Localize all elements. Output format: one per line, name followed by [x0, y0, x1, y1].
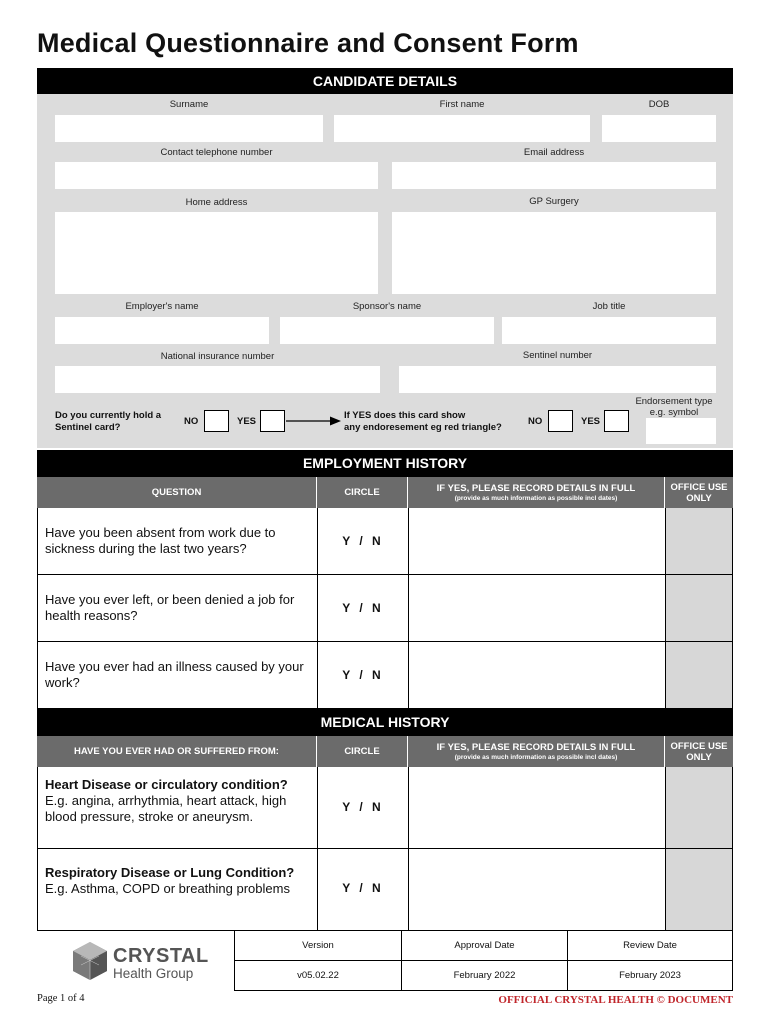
employment-col-office [665, 477, 733, 508]
first-name-field[interactable] [334, 115, 590, 142]
page-number: Page 1 of 4 [37, 993, 85, 1004]
ni-number-input[interactable] [55, 366, 380, 393]
employment-col-question-label: QUESTION [151, 487, 202, 498]
medical-col-details [408, 736, 665, 767]
table-row [37, 849, 733, 930]
job-title-input[interactable] [502, 317, 716, 344]
version-label: Version [302, 940, 334, 951]
footer-bottom-border [234, 990, 733, 991]
surname-label: Surname [169, 99, 209, 110]
employment-col-circle-label: CIRCLE [344, 487, 380, 498]
sentinel-card-question-line2: Sentinel card? [55, 422, 121, 433]
ni-number-label: National insurance number [160, 351, 275, 362]
medical-details-field[interactable] [409, 850, 665, 929]
medical-history-header [37, 708, 733, 736]
email-input[interactable] [392, 162, 716, 189]
employment-col-office-line1: OFFICE USE [670, 481, 728, 493]
employer-input[interactable] [55, 317, 269, 344]
medical-col-circle [317, 736, 408, 767]
medical-question [45, 777, 310, 825]
approval-date-label: Approval Date [454, 940, 515, 951]
medical-col-office-line1: OFFICE USE [670, 740, 728, 752]
endorsement-no-label: NO [528, 416, 543, 427]
approval-date-value: February 2022 [453, 970, 516, 981]
email-field[interactable] [392, 162, 716, 189]
employment-details-field[interactable] [409, 576, 665, 640]
employment-col-details-sub: (provide as much information as possible incl dates) [454, 495, 618, 502]
endorsement-question [344, 410, 529, 434]
endorsement-type-label-line2: e.g. symbol [649, 407, 699, 418]
dob-label: DOB [648, 99, 670, 110]
employment-question: Have you been absent from work due to sickness during the last two years? [45, 525, 276, 556]
home-address-field[interactable] [55, 212, 378, 294]
medical-question-examples: E.g. angina, arrhythmia, heart attack, high blood pressure, stroke or aneurysm. [45, 793, 287, 824]
employment-table [37, 508, 733, 708]
sentinel-yes-checkbox[interactable] [260, 410, 285, 432]
employment-details-field[interactable] [409, 643, 665, 707]
endorsement-type-label [626, 396, 722, 418]
employment-question: Have you ever left, or been denied a job for health reasons? [45, 592, 295, 623]
dob-field[interactable] [602, 115, 716, 142]
medical-question [45, 865, 295, 897]
endorsement-question-line1: If YES does this card show [344, 410, 466, 421]
phone-input[interactable] [55, 162, 378, 189]
crystal-logo-tagline: Health Group [113, 966, 194, 981]
gp-surgery-input[interactable] [392, 212, 716, 294]
employment-col-details-label: IF YES, PLEASE RECORD DETAILS IN FULL [436, 483, 636, 494]
dob-input[interactable] [602, 115, 716, 142]
medical-question-examples: E.g. Asthma, COPD or breathing problems [45, 881, 290, 896]
sentinel-no-checkbox[interactable] [204, 410, 229, 432]
page-title: Medical Questionnaire and Consent Form [37, 28, 579, 58]
surname-input[interactable] [55, 115, 323, 142]
crystal-logo-name: CRYSTAL [113, 945, 209, 967]
medical-table [37, 767, 733, 930]
sponsor-label: Sponsor's name [352, 301, 422, 312]
medical-col-question-label: HAVE YOU EVER HAD OR SUFFERED FROM: [74, 746, 279, 757]
gp-surgery-field[interactable] [392, 212, 716, 294]
candidate-details-title: CANDIDATE DETAILS [312, 73, 458, 89]
medical-col-details-sub: (provide as much information as possible incl dates) [454, 754, 618, 761]
employment-yn-option[interactable]: Y / N [342, 668, 384, 682]
medical-yn-option[interactable]: Y / N [342, 881, 384, 895]
endorsement-type-label-line1: Endorsement type [635, 396, 713, 407]
table-row [37, 508, 733, 574]
medical-col-question [37, 736, 317, 767]
employment-history-title: EMPLOYMENT HISTORY [302, 455, 468, 471]
table-row [37, 767, 733, 848]
medical-question-heading: Respiratory Disease or Lung Condition? [45, 865, 295, 880]
job-title-label: Job title [592, 301, 626, 312]
ni-number-field[interactable] [55, 366, 380, 393]
footer-divider [732, 931, 733, 991]
home-address-label: Home address [185, 197, 248, 208]
employment-question: Have you ever had an illness caused by your work? [45, 659, 304, 690]
sentinel-number-label: Sentinel number [522, 350, 593, 361]
employment-history-header [37, 450, 733, 477]
crystal-logo-icon [71, 941, 109, 981]
table-row [37, 575, 733, 641]
official-document-mark: OFFICIAL CRYSTAL HEALTH © DOCUMENT [498, 994, 733, 1006]
phone-field[interactable] [55, 162, 378, 189]
phone-label: Contact telephone number [160, 147, 273, 158]
candidate-details-header [37, 68, 733, 94]
review-date-value: February 2023 [619, 970, 681, 981]
endorsement-type-field[interactable] [646, 418, 716, 444]
sentinel-card-question-line1: Do you currently hold a [55, 410, 162, 421]
gp-surgery-label: GP Surgery [529, 196, 579, 207]
medical-col-office [665, 736, 733, 767]
sentinel-card-question [55, 410, 185, 434]
employer-field[interactable] [55, 317, 269, 344]
medical-col-office-line2: ONLY [686, 751, 712, 763]
sentinel-number-input[interactable] [399, 366, 716, 393]
medical-question-heading: Heart Disease or circulatory condition? [45, 777, 288, 792]
table-row [37, 642, 733, 708]
sponsor-input[interactable] [280, 317, 494, 344]
endorsement-type-input[interactable] [646, 418, 716, 444]
version-value: v05.02.22 [297, 970, 339, 981]
first-name-input[interactable] [334, 115, 590, 142]
employment-yn-option[interactable]: Y / N [342, 601, 384, 615]
sentinel-number-field[interactable] [399, 366, 716, 393]
surname-field[interactable] [55, 115, 323, 142]
medical-col-details-label: IF YES, PLEASE RECORD DETAILS IN FULL [436, 742, 636, 753]
medical-details-field[interactable] [409, 768, 665, 847]
document-control-table [37, 930, 733, 990]
endorsement-no-checkbox[interactable] [548, 410, 573, 432]
sentinel-no-label: NO [184, 416, 199, 427]
email-label: Email address [523, 147, 585, 158]
employment-details-field[interactable] [409, 509, 665, 573]
endorsement-question-line2: any endoresement eg red triangle? [344, 422, 502, 433]
medical-yn-option[interactable]: Y / N [342, 800, 384, 814]
employment-col-circle [317, 477, 408, 508]
sponsor-field[interactable] [280, 317, 494, 344]
medical-history-title: MEDICAL HISTORY [320, 714, 450, 730]
job-title-field[interactable] [502, 317, 716, 344]
employment-col-details [408, 477, 665, 508]
endorsement-yes-label: YES [581, 416, 601, 427]
sentinel-yes-label: YES [237, 416, 257, 427]
first-name-label: First name [439, 99, 485, 110]
employment-col-question [37, 477, 317, 508]
arrow-right-icon [286, 415, 342, 427]
review-date-label: Review Date [623, 940, 677, 951]
medical-col-circle-label: CIRCLE [344, 746, 380, 757]
employment-col-office-line2: ONLY [686, 492, 712, 504]
employment-yn-option[interactable]: Y / N [342, 534, 384, 548]
employer-label: Employer's name [125, 301, 199, 312]
home-address-input[interactable] [55, 212, 378, 294]
